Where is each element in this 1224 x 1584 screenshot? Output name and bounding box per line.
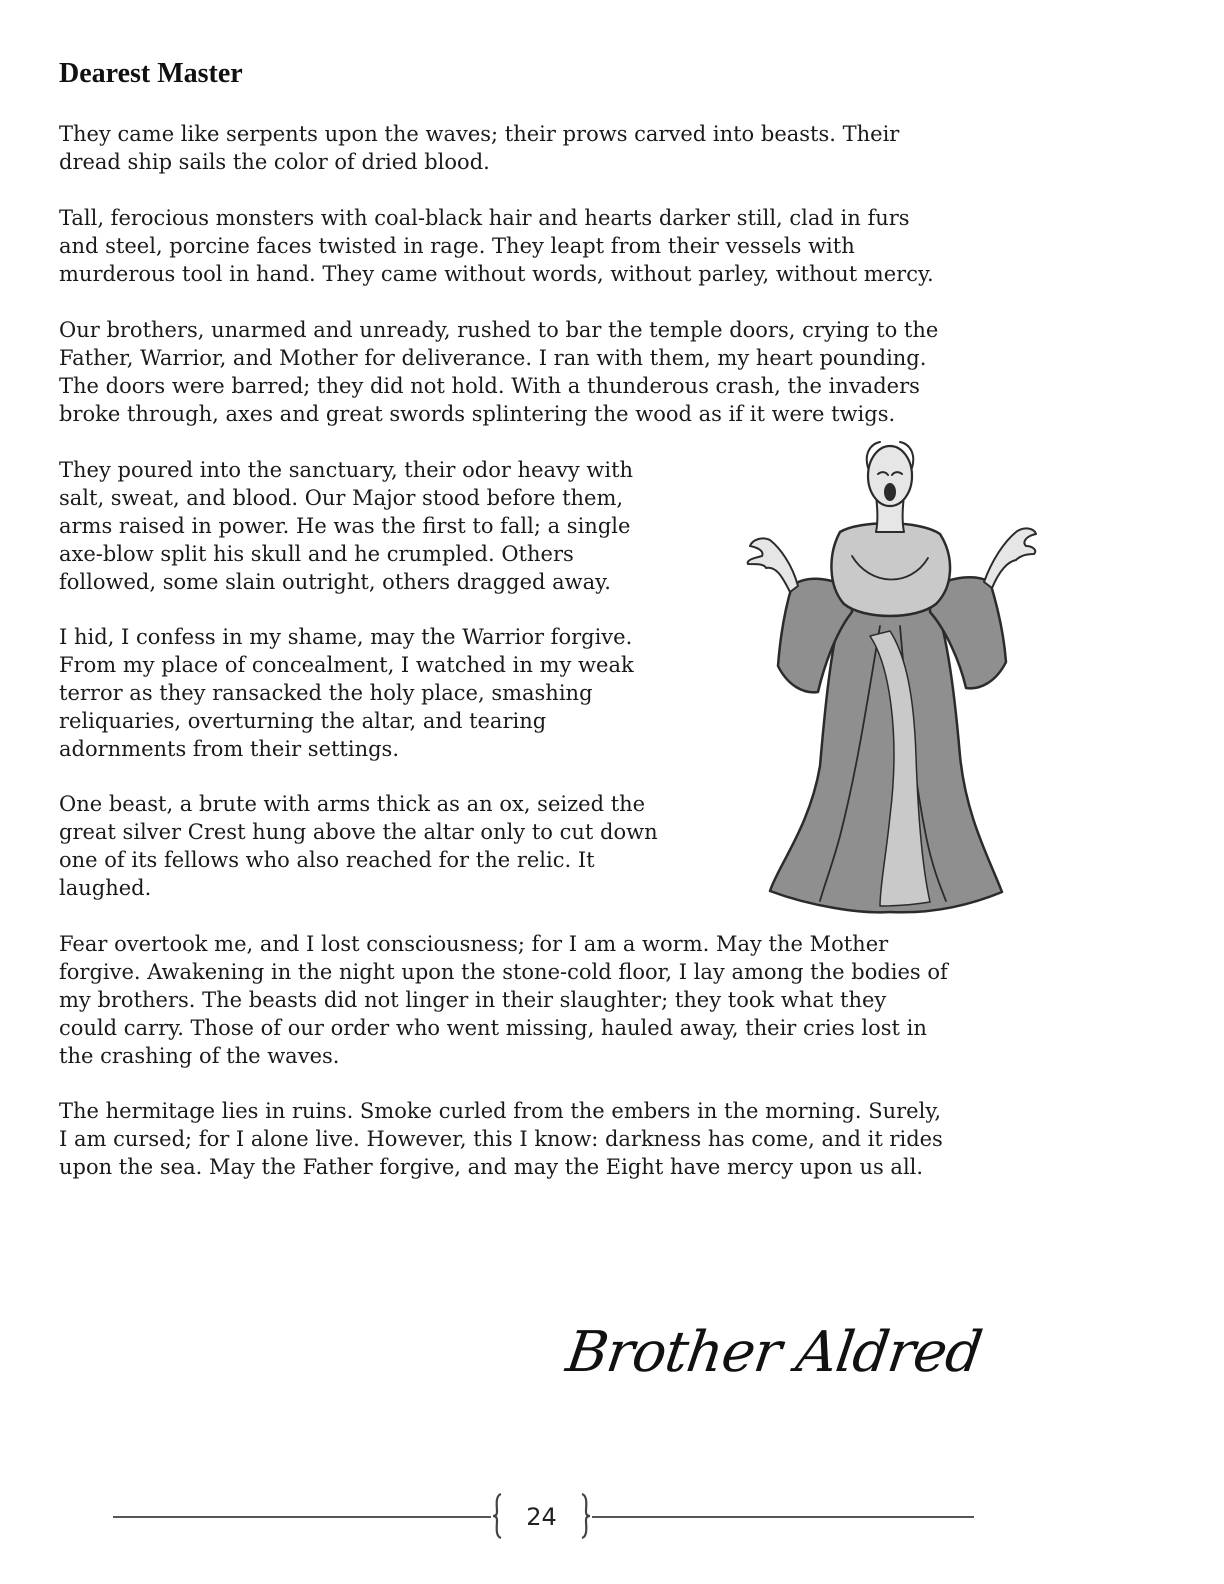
text-line: They poured into the sanctuary, their odor heavy with [59,458,634,482]
text-line: Our brothers, unarmed and unready, rushed to bar the temple doors, crying to the [59,318,939,342]
text-line: Father, Warrior, and Mother for deliverance. I ran with them, my heart pounding. [59,346,927,370]
text-line: broke through, axes and great swords splintering the wood as if it were twigs. [59,402,896,426]
open-mouth [884,483,896,501]
text-line: followed, some slain outright, others dragged away. [59,570,611,594]
paragraph-3 [59,316,938,428]
footer-rule-right [592,1516,974,1518]
text-line: forgive. Awakening in the night upon the stone-cold floor, I lay among the bodies of [59,960,948,984]
footer-rule-left [113,1516,491,1518]
text-line: laughed. [59,876,152,900]
monk-illustration [740,436,1040,916]
text-line: Tall, ferocious monsters with coal-black hair and hearts darker still, clad in furs [59,206,910,230]
text-line: one of its fellows who also reached for the relic. It [59,848,595,872]
right-hand [984,528,1036,588]
text-line: I am cursed; for I alone live. However, this I know: darkness has come, and it rides [59,1127,943,1151]
text-line: salt, sweat, and blood. Our Major stood before them, [59,486,624,510]
paragraph-6 [59,790,658,902]
text-line: terror as they ransacked the holy place, smashing [59,681,593,705]
cowl [831,523,950,616]
text-line: dread ship sails the color of dried blood. [59,150,490,174]
text-line: adornments from their settings. [59,737,400,761]
paragraph-1 [59,120,899,176]
text-line: The hermitage lies in ruins. Smoke curled from the embers in the morning. Surely, [59,1099,942,1123]
text-line: upon the sea. May the Father forgive, and may the Eight have mercy upon us all. [59,1155,924,1179]
text-line: and steel, porcine faces twisted in rage. They leapt from their vessels with [59,234,855,258]
page-number: 24 [526,1503,557,1531]
paragraph-7 [59,930,948,1070]
text-line: my brothers. The beasts did not linger in their slaughter; they took what they [59,988,887,1012]
left-brace-icon [491,1492,505,1540]
paragraph-5 [59,623,634,763]
letter-title: Dearest Master [59,58,243,89]
text-line: reliquaries, overturning the altar, and tearing [59,709,547,733]
paragraph-2 [59,204,934,288]
signature: Brother Aldred [562,1320,986,1385]
paragraph-8 [59,1097,943,1181]
monk-figure [748,442,1036,912]
text-line: great silver Crest hung above the altar only to cut down [59,820,658,844]
text-line: Fear overtook me, and I lost consciousness; for I am a worm. May the Mother [59,932,889,956]
text-line: One beast, a brute with arms thick as an ox, seized the [59,792,646,816]
text-line: murderous tool in hand. They came without words, without parley, without mercy. [59,262,934,286]
text-line: axe-blow split his skull and he crumpled. Others [59,542,574,566]
text-line: From my place of concealment, I watched in my weak [59,653,634,677]
text-line: the crashing of the waves. [59,1044,340,1068]
text-line: could carry. Those of our order who went missing, hauled away, their cries lost in [59,1016,927,1040]
left-hand [748,538,798,592]
right-brace-icon [578,1492,592,1540]
text-line: The doors were barred; they did not hold. With a thunderous crash, the invaders [59,374,920,398]
text-line: arms raised in power. He was the first to fall; a single [59,514,631,538]
paragraph-4 [59,456,633,596]
text-line: They came like serpents upon the waves; their prows carved into beasts. Their [59,122,900,146]
text-line: I hid, I confess in my shame, may the Warrior forgive. [59,625,633,649]
